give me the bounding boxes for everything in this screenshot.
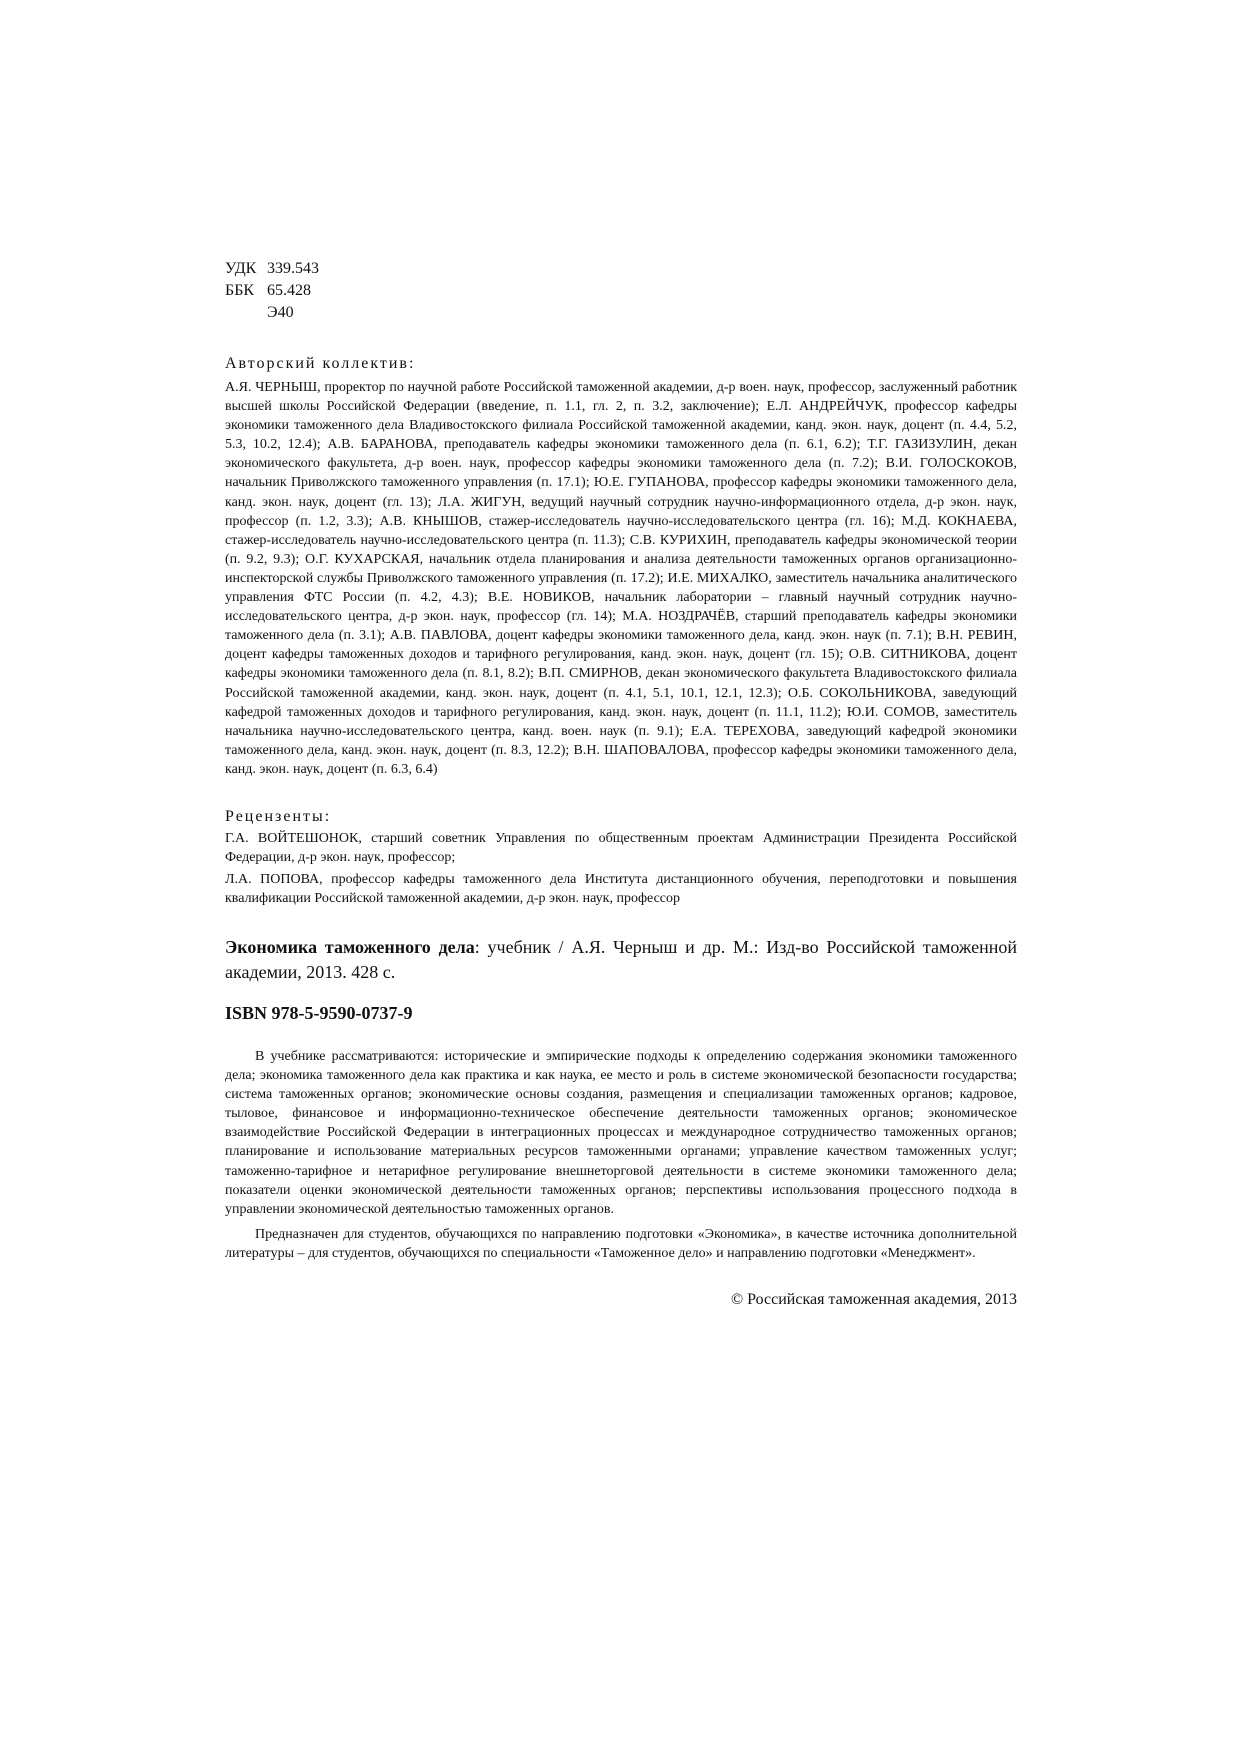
udk-row	[225, 258, 1017, 280]
reviewer-2: Л.А. ПОПОВА, профессор кафедры таможенного дела Института дистанционного обучения, переподготовки и повышения квалификации Российской таможенной академии, д-р экон. наук, профессор	[225, 871, 1017, 907]
udk-value: 339.543	[267, 260, 319, 277]
title-page-reverse	[225, 258, 1017, 1311]
bbk-label: ББК	[225, 282, 255, 299]
udk-label: УДК	[225, 260, 257, 277]
bbk-row	[225, 280, 1017, 302]
author-mark-row	[225, 302, 1017, 324]
reviewer-1: Г.А. ВОЙТЕШОНОК, старший советник Управления по общественным проектам Администрации Президента Российской Федерации, д-р экон. наук, профессор;	[225, 830, 1017, 866]
annotation-paragraph-1: В учебнике рассматриваются: исторические и эмпирические подходы к определению содержания экономики таможенного дела; экономика таможенного дела как практика и как наука, ее место и роль в системе экономической безопасности государства; система таможенных органов; экономические основы создания, размещения и специализации таможенных органов; кадровое, тыловое, финансовое и информационно-техническое обеспечение деятельности таможенных органов; экономическое взаимодействие Российской Федерации в интеграционных процессах и международное сотрудничество таможенных органов; планирование и использование материальных ресурсов таможенными органами; управление качеством таможенных услуг; таможенно-тарифное и нетарифное регулирование внешнеторговой деятельности в системе экономики таможенного дела; показатели оценки экономической деятельности таможенных органов; перспективы использования процессного подхода в управлении экономической деятельностью таможенных органов.	[225, 1048, 1017, 1217]
citation-details: : учебник / А.Я. Черныш и др. М.: Изд-во Российской таможенной академии, 2013. 428 с.	[225, 936, 1017, 982]
reviewers-heading: Рецензенты:	[225, 807, 332, 825]
authors-heading: Авторский коллектив:	[225, 355, 416, 372]
book-title: Экономика таможенного дела	[225, 936, 475, 957]
annotation-paragraph-2: Предназначен для студентов, обучающихся по направлению подготовки «Экономика», в качестве источника дополнительной литературы – для студентов, обучающихся по специальности «Таможенное дело» и направлению подготовки «Менеджмент».	[225, 1226, 1017, 1261]
isbn: ISBN 978-5-9590-0737-9	[225, 1002, 413, 1023]
copyright-notice: © Российская таможенная академия, 2013	[730, 1291, 1017, 1308]
classification-block	[225, 258, 1017, 324]
bbk-value: 65.428	[267, 282, 311, 299]
author-mark: Э40	[267, 304, 294, 321]
bibliographic-citation	[225, 935, 1017, 985]
authors-list: А.Я. ЧЕРНЫШ, проректор по научной работе Российской таможенной академии, д-р воен. наук, профессор, заслуженный работник высшей школы Российской Федерации (введение, п. 1.1, гл. 2, п. 3.2, заключение); Е.Л. АНДРЕЙЧУК, профессор кафедры экономики таможенного дела Владивостокского филиала Российской таможенной академии, канд. экон. наук, доцент (п. 4.4, 5.2, 5.3, 10.2, 12.4); А.В. БАРАНОВА, преподаватель кафедры экономики таможенного дела (п. 6.1, 6.2); Т.Г. ГАЗИЗУЛИН, декан экономического факультета, д-р воен. наук, профессор кафедры экономики таможенного дела (п. 7.2); В.И. ГОЛОСКОКОВ, начальник Приволжского таможенного управления (п. 17.1); Ю.Е. ГУПАНОВА, профессор кафедры экономики таможенного дела, канд. экон. наук, доцент (гл. 13); Л.А. ЖИГУН, ведущий научный сотрудник научно-информационного отдела, д-р экон. наук, профессор (п. 1.2, 3.3); А.В. КНЫШОВ, стажер-исследователь научно-исследовательского центра (гл. 16); М.Д. КОКНАЕВА, стажер-исследователь научно-исследовательского центра (п. 11.3); С.В. КУРИХИН, преподаватель кафедры экономической теории (п. 9.2, 9.3); О.Г. КУХАРСКАЯ, начальник отдела планирования и анализа деятельности таможенных органов организационно-инспекторской службы Приволжского таможенного управления (п. 17.2); И.Е. МИХАЛКО, заместитель начальника аналитического управления ФТС России (п. 4.2, 4.3); В.Е. НОВИКОВ, начальник лаборатории – главный научный сотрудник научно-исследовательского центра, д-р экон. наук, профессор (гл. 14); М.А. НОЗДРАЧЁВ, старший преподаватель кафедры экономики таможенного дела (п. 3.1); А.В. ПАВЛОВА, доцент кафедры экономики таможенного дела, канд. экон. наук (п. 7.1); В.Н. РЕВИН, доцент кафедры таможенных доходов и тарифного регулирования, канд. экон. наук, доцент (гл. 15); О.В. СИТНИКОВА, доцент кафедры экономики таможенного дела (п. 8.1, 8.2); В.П. СМИРНОВ, декан экономического факультета Владивостокского филиала Российской таможенной академии, канд. экон. наук, доцент (п. 4.1, 5.1, 10.1, 12.1, 12.3); О.Б. СОКОЛЬНИКОВА, заведующий кафедрой таможенных доходов и тарифного регулирования, канд. экон. наук, доцент (п. 11.1, 11.2); Ю.И. СОМОВ, заместитель начальника научно-исследовательского центра, канд. воен. наук (п. 9.1); Е.А. ТЕРЕХОВА, заведующий кафедрой экономики таможенного дела, канд. экон. наук, доцент (п. 8.3, 12.2); В.Н. ШАПОВАЛОВА, профессор кафедры экономики таможенного дела, канд. экон. наук, доцент (п. 6.3, 6.4)	[225, 380, 1017, 777]
